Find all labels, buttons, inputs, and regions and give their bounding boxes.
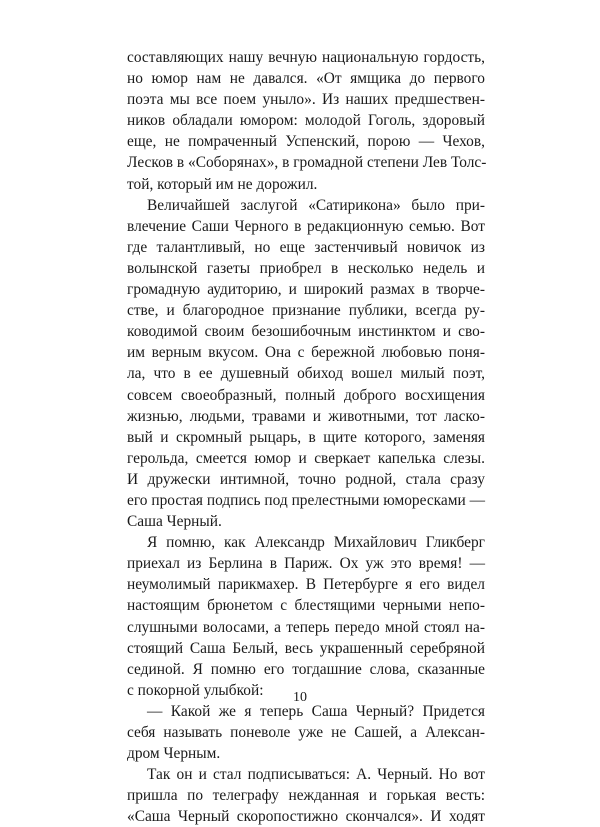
text-line: им верным вкусом. Она с бережной любовью поня- — [127, 344, 485, 362]
text-line: Саша Черный. — [127, 513, 222, 531]
paragraph — [127, 764, 485, 827]
text-line: стве, и благородное признание публики, всегда ру- — [127, 302, 485, 320]
text-line: с покорной улыбкой: — [127, 681, 264, 699]
text-line: «Саша Черный скоропостижно скончался». И ходят — [127, 808, 485, 826]
text-line: еще, не помраченный Успенский, порою — Чехов, — [127, 133, 485, 151]
paragraph — [127, 47, 485, 195]
text-line: герольда, смеется юмор и сверкает капелька слезы. — [127, 449, 485, 467]
text-line: поэта мы все поем уныло». Из наших предшествен- — [127, 91, 485, 109]
text-line: волынской газеты приобрел в несколько недель и — [127, 259, 485, 277]
text-line: ников обладали юмором: молодой Гоголь, здоровый — [127, 112, 485, 130]
text-line: ководимой своим безошибочным инстинктом и сво- — [127, 323, 485, 341]
text-line: сединой. Я помню его тогдашние слова, сказанные — [127, 660, 485, 678]
text-line: пришла по телеграфу нежданная и горькая весть: — [127, 787, 485, 805]
text-line: влечение Саши Черного в редакционную семью. Вот — [127, 217, 485, 235]
text-line: Так он и стал подписываться: А. Черный. Но вот — [147, 766, 485, 784]
text-line: — Какой же я теперь Саша Черный? Придется — [147, 702, 485, 720]
text-line: составляющих нашу вечную национальную гордость, — [127, 49, 485, 66]
text-line: где талантливый, но еще застенчивый новичок из — [127, 238, 485, 256]
text-line: слушными волосами, а теперь передо мной стоял на- — [127, 618, 485, 636]
text-line: Я помню, как Александр Михайлович Гликберг — [147, 534, 485, 552]
paragraph — [127, 532, 485, 701]
text-line: И дружески интимной, точно родной, стала сразу — [127, 470, 485, 488]
text-line: его простая подпись под прелестными юморесками — — [127, 491, 485, 509]
text-line: настоящим брюнетом с блестящими черными непо- — [127, 597, 485, 615]
text-line: ла, что в ее душевный обиход вошел милый поэт, — [127, 365, 485, 383]
text-line: стоящий Саша Белый, весь украшенный серебряной — [127, 639, 485, 657]
paragraph — [127, 701, 485, 764]
text-line: дром Черным. — [127, 745, 221, 763]
text-line: вый и скромный рыцарь, в щите которого, заменяя — [127, 428, 485, 446]
text-line: совсем своеобразный, полный доброго восхищения — [127, 386, 485, 404]
paragraph — [127, 195, 485, 533]
text-line: приехал из Берлина в Париж. Ох уж это время! — — [127, 555, 485, 573]
body-text — [127, 47, 485, 827]
text-line: Лесков в «Соборянах», в громадной степени Лев Толс- — [127, 154, 487, 172]
text-line: Величайшей заслугой «Сатирикона» было при- — [147, 196, 485, 214]
text-line: но юмор нам не давался. «От ямщика до первого — [127, 70, 485, 88]
page-number: 10 — [293, 690, 307, 705]
text-line: себя называть поневоле уже не Сашей, а Алексан- — [127, 724, 485, 741]
text-line: неумолимый парикмахер. В Петербурге я его видел — [127, 576, 485, 594]
text-line: жизнью, людьми, травами и животными, тот ласко- — [127, 407, 485, 425]
text-line: той, который им не дорожил. — [127, 175, 318, 193]
text-line: громадную аудиторию, и широкий размах в творче- — [127, 281, 485, 299]
